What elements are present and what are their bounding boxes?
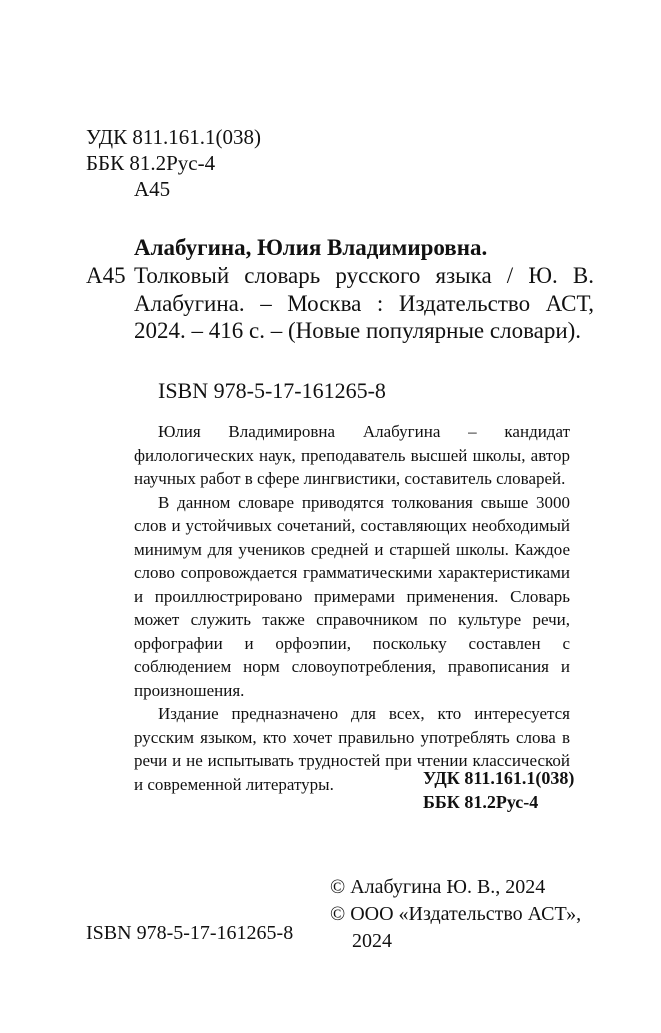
annotation-paragraph: Издание предназначено для всех, кто интересуется русским языком, кто хочет правильно употреблять слова в речи и не испытывать трудностей при чтении классической и современной литературы. <box>134 704 570 794</box>
copyright-author: © Алабугина Ю. В., 2024 <box>330 876 546 898</box>
annotation-paragraph: В данном словаре приводятся толкования свыше 3000 слов и устойчивых сочетаний, составляющих необходимый минимум для учеников средней и старшей школы. Каждое слово сопровождается грамматическими характеристиками и проиллюстрировано примерами применения. Словарь может служить также справочником по культуре речи, орфографии и орфоэпии, поскольку составлен с соблюдением норм словоупотребления, правописания и произношения. <box>134 492 570 700</box>
author-heading: Алабугина, Юлия Владимировна. <box>134 235 488 260</box>
copyright-publisher: © ООО «Издательство АСТ», <box>330 903 582 925</box>
annotation-paragraph: Юлия Владимировна Алабугина – кандидат филологических наук, преподаватель высшей школы, автор научных работ в сфере лингвистики, составитель словарей. <box>134 422 570 488</box>
author-mark-side: А45 <box>86 263 126 288</box>
isbn-main: ISBN 978-5-17-161265-8 <box>158 378 386 403</box>
bbk-code-bottom: ББК 81.2Рус-4 <box>423 792 539 812</box>
bibliographic-description: Толковый словарь русского языка / Ю. В. Алабугина. – Москва : Издательство АСТ, 2024. – 416 с. – (Новые популярные словари). <box>134 263 594 343</box>
isbn-bottom: ISBN 978-5-17-161265-8 <box>86 922 294 944</box>
udk-code: УДК 811.161.1(038) <box>86 125 262 149</box>
copyright-publisher-year: 2024 <box>352 930 392 952</box>
bbk-code: ББК 81.2Рус-4 <box>86 151 216 175</box>
author-mark-code: А45 <box>134 177 171 201</box>
udk-code-bottom: УДК 811.161.1(038) <box>423 768 575 788</box>
annotation <box>134 420 570 796</box>
